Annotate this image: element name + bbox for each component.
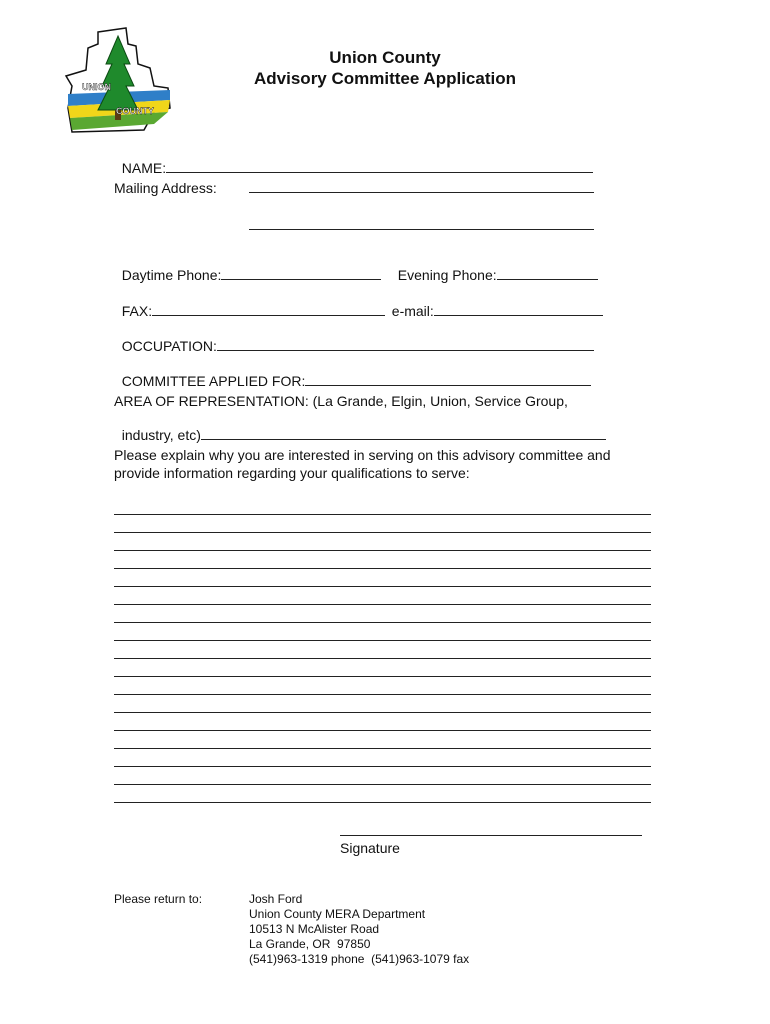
evening-phone-label: Evening Phone: xyxy=(397,267,497,283)
return-line: Josh Ford xyxy=(249,892,303,906)
mailing-address-field-1[interactable] xyxy=(249,192,594,193)
answer-line[interactable] xyxy=(114,802,651,803)
explain-line-1: Please explain why you are interested in serving on this advisory committee and xyxy=(114,447,611,463)
return-line: 10513 N McAlister Road xyxy=(249,922,380,936)
title-line-1: Union County xyxy=(329,48,441,67)
area-row xyxy=(114,411,606,443)
area-field[interactable] xyxy=(201,439,606,440)
committee-field[interactable] xyxy=(305,385,591,386)
answer-line[interactable] xyxy=(114,694,651,695)
return-line: Union County MERA Department xyxy=(249,907,426,921)
name-row xyxy=(114,144,593,176)
area-label-line-2: industry, etc) xyxy=(121,427,201,443)
mailing-address-label: Mailing Address: xyxy=(114,180,217,196)
answer-line[interactable] xyxy=(114,550,651,551)
email-row xyxy=(384,287,603,319)
logo-text-top: UNION xyxy=(82,82,111,92)
name-label: NAME: xyxy=(121,160,167,176)
answer-line[interactable] xyxy=(114,622,651,623)
committee-row xyxy=(114,357,591,389)
signature-label: Signature xyxy=(340,840,400,856)
evening-phone-field[interactable] xyxy=(497,279,598,280)
committee-label: COMMITTEE APPLIED FOR: xyxy=(121,373,306,389)
answer-line[interactable] xyxy=(114,640,651,641)
evening-phone-row xyxy=(390,251,598,283)
return-label: Please return to: xyxy=(114,892,203,906)
answer-line[interactable] xyxy=(114,514,651,515)
daytime-phone-label: Daytime Phone: xyxy=(121,267,222,283)
answer-line[interactable] xyxy=(114,658,651,659)
occupation-field[interactable] xyxy=(217,350,594,351)
occupation-row xyxy=(114,322,594,354)
return-line: (541)963-1319 phone (541)963-1079 fax xyxy=(249,952,470,966)
answer-line[interactable] xyxy=(114,748,651,749)
explain-line-2: provide information regarding your qualifications to serve: xyxy=(114,465,470,481)
email-field[interactable] xyxy=(434,315,603,316)
signature-field[interactable] xyxy=(340,835,642,836)
answer-line[interactable] xyxy=(114,676,651,677)
answer-line[interactable] xyxy=(114,604,651,605)
answer-line[interactable] xyxy=(114,730,651,731)
answer-line[interactable] xyxy=(114,586,651,587)
daytime-phone-row xyxy=(114,251,381,283)
mailing-address-field-2[interactable] xyxy=(249,229,594,230)
answer-line[interactable] xyxy=(114,712,651,713)
fax-field[interactable] xyxy=(152,315,385,316)
return-line: La Grande, OR 97850 xyxy=(249,937,371,951)
logo-text-bottom: COUNTY xyxy=(116,106,154,116)
answer-line[interactable] xyxy=(114,766,651,767)
fax-label: FAX: xyxy=(121,303,153,319)
area-label-line-1: AREA OF REPRESENTATION: (La Grande, Elgin, Union, Service Group, xyxy=(114,393,568,409)
email-label: e-mail: xyxy=(391,303,434,319)
answer-line[interactable] xyxy=(114,568,651,569)
answer-line[interactable] xyxy=(114,532,651,533)
answer-line[interactable] xyxy=(114,784,651,785)
daytime-phone-field[interactable] xyxy=(221,279,381,280)
name-field[interactable] xyxy=(166,172,593,173)
fax-row xyxy=(114,287,385,319)
union-county-logo xyxy=(58,24,180,136)
title-line-2: Advisory Committee Application xyxy=(254,69,516,88)
occupation-label: OCCUPATION: xyxy=(121,338,217,354)
